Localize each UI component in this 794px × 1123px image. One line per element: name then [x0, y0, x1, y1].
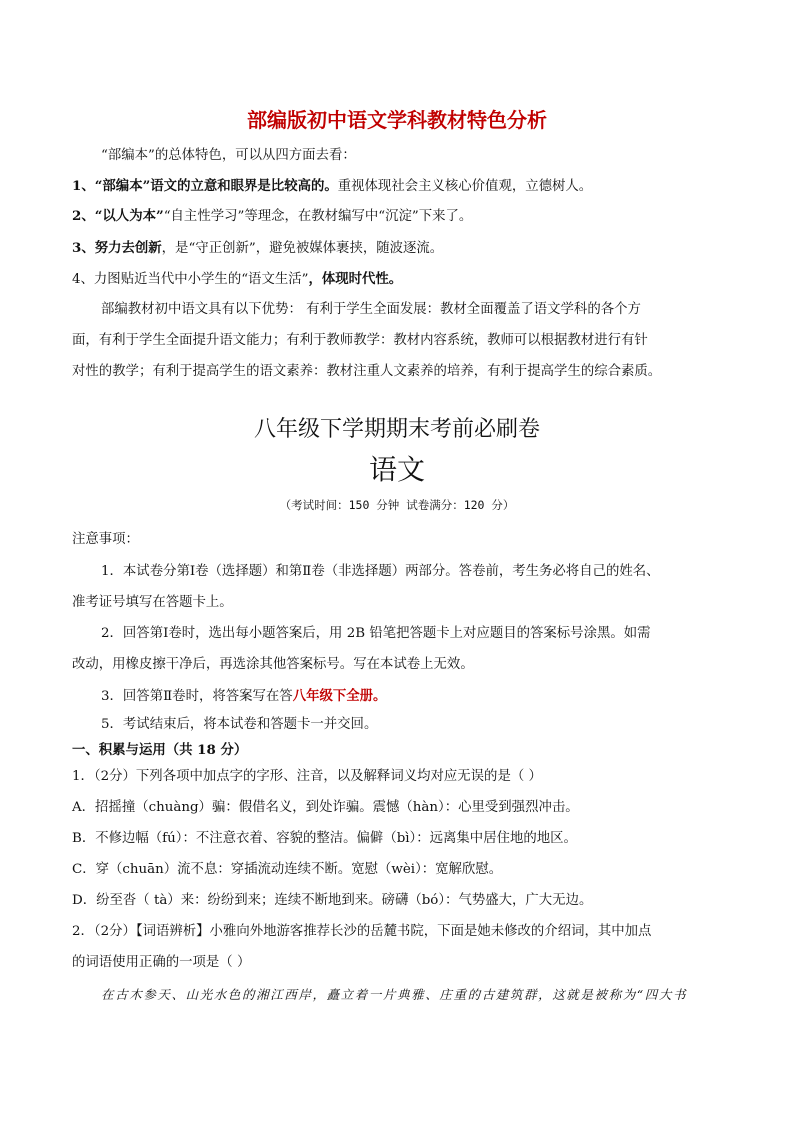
point-2-rest: “自主性学习”等理念，在教材编写中“沉淀”下来了。 — [163, 209, 473, 224]
exam-info: （考试时间：150 分钟 试卷满分：120 分） — [279, 498, 515, 512]
point-2-lead: 2、“以人为本” — [72, 208, 164, 224]
q2-passage: 在古木参天、山光水色的湘江西岸，矗立着一片典雅、庄重的古建筑群，这就是被称为“四大书 — [101, 987, 688, 1002]
intro-title: 部编版初中语文学科教材特色分析 — [247, 108, 547, 132]
point-1-rest: 重视体现社会主义核心价值观，立德树人。 — [337, 179, 593, 194]
point-3-lead: 3、努力去创新 — [72, 240, 162, 256]
intro-point-2 — [72, 206, 472, 227]
q1-option-a: A．招摇撞（chuàng）骗：假借名义，到处诈骗。震憾（hàn）：心里受到强烈冲击。 — [72, 800, 579, 815]
advantages-line-3: 对性的教学；有利于提高学生的语文素养：教材注重人文素养的培养，有利于提高学生的综合素质。 — [72, 364, 662, 379]
notice-3-highlight: 八年级下全册。 — [292, 688, 387, 704]
point-4-lead: 4、力图贴近当代中小学生的“语文生活” — [72, 272, 309, 287]
intro-point-1 — [72, 176, 592, 197]
advantages-line-2: 面，有利于学生全面提升语文能力；有利于教师教学：教材内容系统，教师可以根据教材进行有针 — [72, 333, 648, 348]
advantages-line-1: 部编教材初中语文具有以下优势： 有利于学生全面发展：教材全面覆盖了语文学科的各个方 — [101, 302, 641, 317]
intro-overview: “部编本”的总体特色，可以从四方面去看： — [101, 148, 356, 163]
exam-subject: 语文 — [368, 453, 425, 486]
point-4-rest: ，体现时代性。 — [308, 271, 403, 287]
exam-title: 八年级下学期期末考前必刷卷 — [253, 417, 540, 442]
notice-2a: 2．回答第Ⅰ卷时，选出每小题答案后，用 2B 铅笔把答题卡上对应题目的答案标号涂黑。如需 — [101, 626, 651, 641]
q1-stem: 1．（2分）下列各项中加点字的字形、注音，以及解释词义均对应无误的是（ ） — [72, 769, 542, 784]
q2-line-2: 的词语使用正确的一项是（ ） — [72, 955, 251, 970]
section-1-heading: 一、积累与运用（共 18 分） — [72, 742, 248, 758]
q2-line-1: 2．（2分）【词语辨析】小雅向外地游客推荐长沙的岳麓书院，下面是她未修改的介绍词，其中加点 — [72, 924, 652, 939]
notice-1b: 准考证号填写在答题卡上。 — [72, 595, 233, 610]
point-1-lead: 1、“部编本”语文的立意和眼界是比较高的。 — [72, 178, 338, 194]
q1-option-b: B．不修边幅（fú）：不注意衣着、容貌的整洁。偏僻（bì）：远离集中居住地的地区。 — [72, 831, 577, 846]
notice-3-text: 3．回答第Ⅱ卷时，将答案写在答 — [101, 689, 293, 704]
notice-3 — [101, 686, 386, 707]
notice-label: 注意事项： — [72, 532, 139, 547]
q1-option-d: D．纷至沓（ tà）来：纷纷到来；连续不断地到来。磅礴（bó）：气势盛大，广大无边。 — [72, 893, 593, 908]
intro-point-3 — [72, 238, 443, 259]
intro-point-4 — [72, 269, 402, 290]
point-3-rest: ，是“守正创新”，避免被媒体裹挟，随波逐流。 — [161, 241, 444, 256]
notice-5: 5．考试结束后，将本试卷和答题卡一并交回。 — [101, 717, 378, 732]
notice-2b: 改动，用橡皮擦干净后，再选涂其他答案标号。写在本试卷上无效。 — [72, 657, 474, 672]
q1-option-c: C．穿（chuān）流不息：穿插流动连续不断。宽慰（wèi）：宽解欣慰。 — [72, 862, 503, 877]
notice-1a: 1．本试卷分第Ⅰ卷（选择题）和第Ⅱ卷（非选择题）两部分。答卷前，考生务必将自己的姓名、 — [101, 564, 660, 579]
